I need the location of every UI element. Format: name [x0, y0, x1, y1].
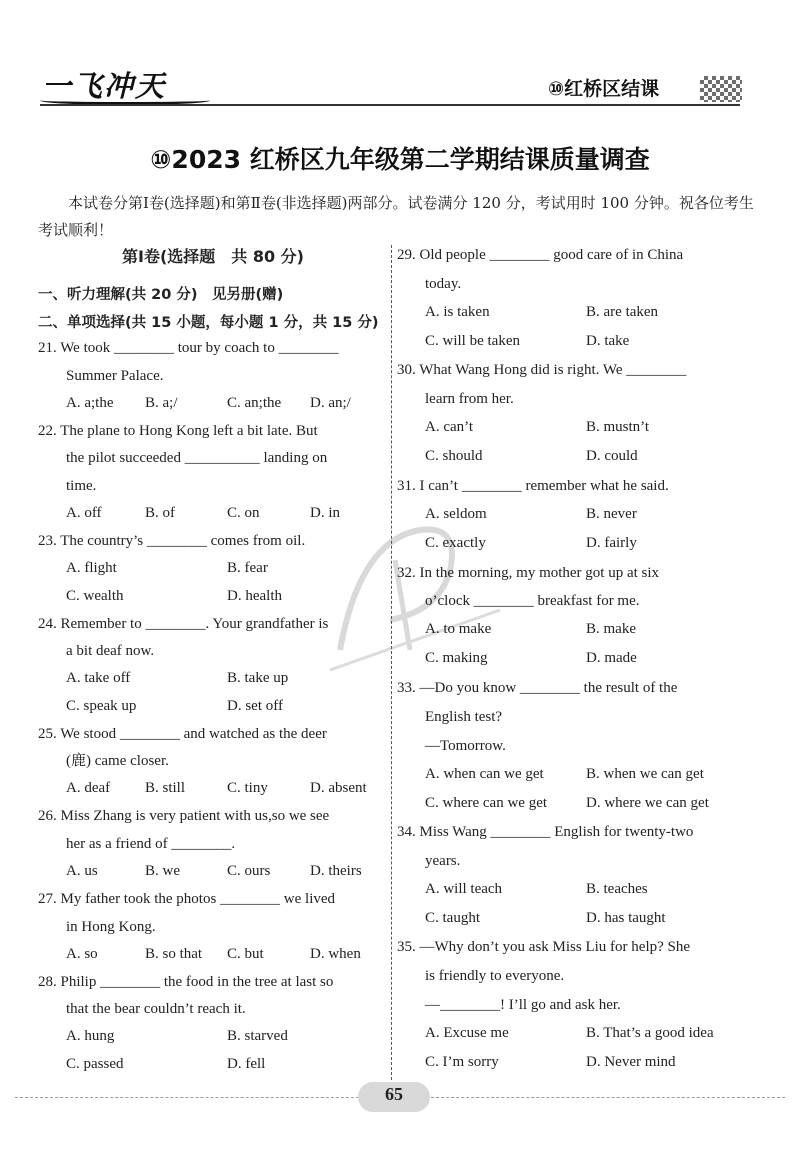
single-choice-section-label: 二、单项选择(共 15 小题，每小题 1 分，共 15 分) [38, 315, 379, 331]
question-30-line2: learn from her. [425, 391, 514, 407]
q27-option-c[interactable]: C. but [227, 946, 264, 962]
q33-option-b[interactable]: B. when we can get [586, 766, 704, 782]
q23-option-a[interactable]: A. flight [66, 560, 117, 576]
question-29-line2: today. [425, 276, 462, 292]
exam-instructions: 本试卷分第Ⅰ卷(选择题)和第Ⅱ卷(非选择题)两部分。试卷满分 120 分，考试用时 100 分钟。祝各位考生考试顺利！ [38, 194, 754, 239]
q34-option-c[interactable]: C. taught [425, 910, 480, 926]
q24-option-d[interactable]: D. set off [227, 698, 283, 714]
q34-option-a[interactable]: A. will teach [425, 881, 503, 897]
question-21-line2: Summer Palace. [66, 368, 164, 384]
question-33-line1: 33. —Do you know ________ the result of the [397, 680, 678, 696]
q21-option-d[interactable]: D. an;/ [310, 395, 351, 411]
q26-option-c[interactable]: C. ours [227, 863, 271, 879]
q23-option-b[interactable]: B. fear [227, 560, 268, 576]
q22-option-a[interactable]: A. off [66, 505, 102, 521]
question-28-line2: that the bear couldn’t reach it. [66, 1001, 246, 1017]
brand-logo: 一飞冲天 [42, 69, 167, 103]
q29-option-a[interactable]: A. is taken [425, 304, 490, 320]
q28-option-a[interactable]: A. hung [66, 1028, 115, 1044]
q25-option-b[interactable]: B. still [145, 780, 186, 796]
q33-option-a[interactable]: A. when can we get [425, 766, 544, 782]
question-32-line1: 32. In the morning, my mother got up at six [397, 565, 660, 581]
q28-option-b[interactable]: B. starved [227, 1028, 288, 1044]
q21-option-c[interactable]: C. an;the [227, 395, 282, 411]
question-27-line1: 27. My father took the photos ________ we lived [38, 891, 336, 907]
q24-option-c[interactable]: C. speak up [66, 698, 137, 714]
question-28-line1: 28. Philip ________ the food in the tree at last so [38, 974, 334, 990]
question-33-line2: English test? [425, 709, 503, 725]
q26-option-b[interactable]: B. we [145, 863, 180, 879]
q30-option-c[interactable]: C. should [425, 448, 483, 464]
q22-option-c[interactable]: C. on [227, 505, 260, 521]
q25-option-d[interactable]: D. absent [310, 780, 367, 796]
page-number: 65 [385, 1084, 403, 1104]
question-34-line2: years. [425, 853, 461, 869]
q27-option-b[interactable]: B. so that [145, 946, 203, 962]
q27-option-a[interactable]: A. so [66, 946, 98, 962]
unit-tag: ⑩红桥区结课 [548, 78, 660, 100]
q28-option-d[interactable]: D. fell [227, 1056, 266, 1072]
q35-option-d[interactable]: D. Never mind [586, 1054, 676, 1070]
question-22-line3: time. [66, 478, 97, 494]
question-21-line1: 21. We took ________ tour by coach to ________ [38, 340, 339, 356]
q30-option-d[interactable]: D. could [586, 448, 638, 464]
q21-option-b[interactable]: B. a;/ [145, 395, 178, 411]
q21-option-a[interactable]: A. a;the [66, 395, 114, 411]
q23-option-c[interactable]: C. wealth [66, 588, 124, 604]
q26-option-d[interactable]: D. theirs [310, 863, 362, 879]
q23-option-d[interactable]: D. health [227, 588, 282, 604]
question-22-line1: 22. The plane to Hong Kong left a bit late. But [38, 423, 318, 439]
question-25-line2: (鹿) came closer. [66, 753, 169, 769]
question-24-line1: 24. Remember to ________. Your grandfather is [38, 616, 329, 632]
q31-option-b[interactable]: B. never [586, 506, 637, 522]
question-25-line1: 25. We stood ________ and watched as the deer [38, 726, 327, 742]
question-22-line2: the pilot succeeded __________ landing on [66, 450, 328, 466]
question-26-line2: her as a friend of ________. [66, 836, 236, 852]
q22-option-b[interactable]: B. of [145, 505, 175, 521]
question-31-line1: 31. I can’t ________ remember what he said. [397, 478, 669, 494]
q32-option-b[interactable]: B. make [586, 621, 636, 637]
question-30-line1: 30. What Wang Hong did is right. We ________ [397, 362, 687, 378]
q28-option-c[interactable]: C. passed [66, 1056, 124, 1072]
q29-option-d[interactable]: D. take [586, 333, 630, 349]
q31-option-a[interactable]: A. seldom [425, 506, 487, 522]
question-27-line2: in Hong Kong. [66, 919, 156, 935]
q22-option-d[interactable]: D. in [310, 505, 340, 521]
q26-option-a[interactable]: A. us [66, 863, 98, 879]
header-rule [40, 104, 740, 106]
question-35-line1: 35. —Why don’t you ask Miss Liu for help? She [397, 939, 691, 955]
q27-option-d[interactable]: D. when [310, 946, 361, 962]
q24-option-a[interactable]: A. take off [66, 670, 131, 686]
q29-option-b[interactable]: B. are taken [586, 304, 659, 320]
question-35-line3: —________! I’ll go and ask her. [425, 997, 621, 1013]
q35-option-a[interactable]: A. Excuse me [425, 1025, 509, 1041]
q32-option-d[interactable]: D. made [586, 650, 637, 666]
q32-option-a[interactable]: A. to make [425, 621, 492, 637]
q32-option-c[interactable]: C. making [425, 650, 488, 666]
question-26-line1: 26. Miss Zhang is very patient with us,so we see [38, 808, 330, 824]
q29-option-c[interactable]: C. will be taken [425, 333, 520, 349]
q35-option-c[interactable]: C. I’m sorry [425, 1054, 499, 1070]
q33-option-c[interactable]: C. where can we get [425, 795, 548, 811]
question-29-line1: 29. Old people ________ good care of in China [397, 247, 684, 263]
listening-section-label: 一、听力理解(共 20 分) 见另册(赠) [38, 287, 284, 303]
question-34-line1: 34. Miss Wang ________ English for twenty-two [397, 824, 694, 840]
column-divider [391, 245, 392, 1085]
q25-option-c[interactable]: C. tiny [227, 780, 268, 796]
q25-option-a[interactable]: A. deaf [66, 780, 111, 796]
q24-option-b[interactable]: B. take up [227, 670, 289, 686]
q30-option-a[interactable]: A. can’t [425, 419, 474, 435]
q31-option-c[interactable]: C. exactly [425, 535, 486, 551]
q35-option-b[interactable]: B. That’s a good idea [586, 1025, 714, 1041]
question-24-line2: a bit deaf now. [66, 643, 155, 659]
question-32-line2: o’clock ________ breakfast for me. [425, 593, 640, 609]
q31-option-d[interactable]: D. fairly [586, 535, 637, 551]
q34-option-d[interactable]: D. has taught [586, 910, 666, 926]
q30-option-b[interactable]: B. mustn’t [586, 419, 650, 435]
page-title: ⑩2023 红桥区九年级第二学期结课质量调查 [150, 145, 650, 174]
question-35-line2: is friendly to everyone. [425, 968, 565, 984]
q33-option-d[interactable]: D. where we can get [586, 795, 709, 811]
section-title: 第Ⅰ卷(选择题 共 80 分) [122, 247, 304, 266]
q34-option-b[interactable]: B. teaches [586, 881, 648, 897]
question-23-line1: 23. The country’s ________ comes from oil. [38, 533, 306, 549]
checker-decoration [700, 76, 742, 102]
question-33-line3: —Tomorrow. [425, 738, 506, 754]
